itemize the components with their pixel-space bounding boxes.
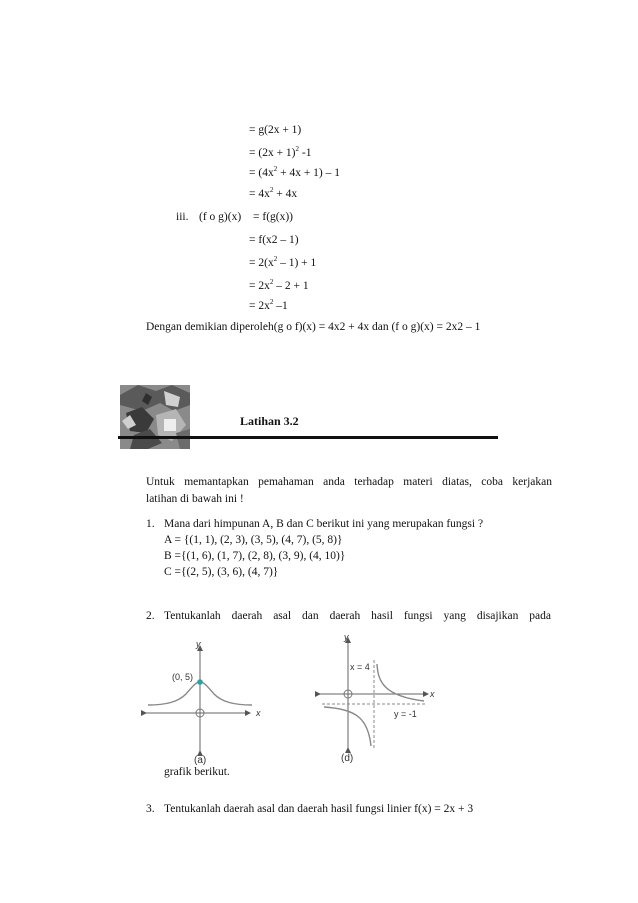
- deriv-b-line-2: = $2(x^2 - 1) + 1$: [249, 255, 317, 269]
- graph-d-caption: (d): [341, 753, 354, 764]
- graph-d-vertical-asymptote-label: x = 4: [350, 662, 370, 672]
- graph-d-curve-right: [377, 664, 424, 701]
- graph-a-point-label: (0, 5): [172, 672, 194, 682]
- deriv-iii-eq: = f(g(x)): [253, 211, 294, 223]
- q3-number: 3.: [146, 803, 155, 815]
- section-divider: [118, 436, 498, 439]
- section-photo: [120, 385, 190, 449]
- graph-d-y-label: y: [344, 632, 349, 642]
- q1-set-b: B ={(1, 6), (1, 7), (2, 8), (3, 9), (4, 10)}: [164, 550, 346, 562]
- graph-a-point: [197, 679, 203, 685]
- exercise-title: Latihan 3.2: [240, 414, 299, 428]
- graph-a-y-label: y: [196, 639, 201, 649]
- graph-a-x-label: x: [256, 708, 261, 718]
- q2-tail: grafik berikut.: [164, 766, 230, 778]
- graph-d-x-label: x: [430, 689, 435, 699]
- graph-a-caption: (a): [194, 755, 207, 766]
- deriv-line-3: = $(4x^2 + 4x + 1) - 1$: [249, 165, 341, 179]
- deriv-b-line-4: = $2x^2$ –1: [249, 298, 288, 312]
- q3-text: Tentukanlah daerah asal dan daerah hasil fungsi linier f(x) = 2x + 3: [164, 803, 474, 815]
- deriv-line-1: = g(2x + 1): [249, 124, 302, 136]
- deriv-b-line-3: = $2x^2 - 2 + 1$: [249, 278, 309, 292]
- photo-illustration: [120, 385, 190, 449]
- q1-text: Mana dari himpunan A, B dan C berikut ini yang merupakan fungsi ?: [164, 518, 484, 530]
- q1-number: 1.: [146, 518, 155, 530]
- conclusion: Dengan demikian diperoleh(g o f)(x) = 4x2 + 4x dan (f o g)(x) = 2x2 – 1: [146, 321, 481, 333]
- q1-set-a: A = {(1, 1), (2, 3), (3, 5), (4, 7), (5, 8)}: [164, 534, 343, 546]
- q1-set-c: C ={(2, 5), (3, 6), (4, 7)}: [164, 566, 279, 578]
- graph-d-horizontal-asymptote-label: y = -1: [394, 709, 417, 719]
- deriv-line-4: = $4x^2 + 4x$: [249, 186, 298, 200]
- deriv-b-line-1: = f(x2 – 1): [249, 234, 299, 246]
- graph-d: [312, 630, 442, 768]
- deriv-iii-expr: (f o g)(x): [199, 211, 242, 223]
- intro-line-1: Untuk memantapkan pemahaman anda terhadap materi diatas, coba kerjakan: [146, 476, 552, 488]
- graph-a: [138, 636, 272, 768]
- deriv-iii-label: iii.: [176, 211, 189, 223]
- q2-number: 2.: [146, 610, 155, 622]
- deriv-line-2: = $(2x + 1)^2$ -1: [249, 145, 312, 159]
- intro-line-2: latihan di bawah ini !: [146, 493, 244, 505]
- q2-text: Tentukanlah daerah asal dan daerah hasil fungsi yang disajikan pada: [164, 610, 551, 622]
